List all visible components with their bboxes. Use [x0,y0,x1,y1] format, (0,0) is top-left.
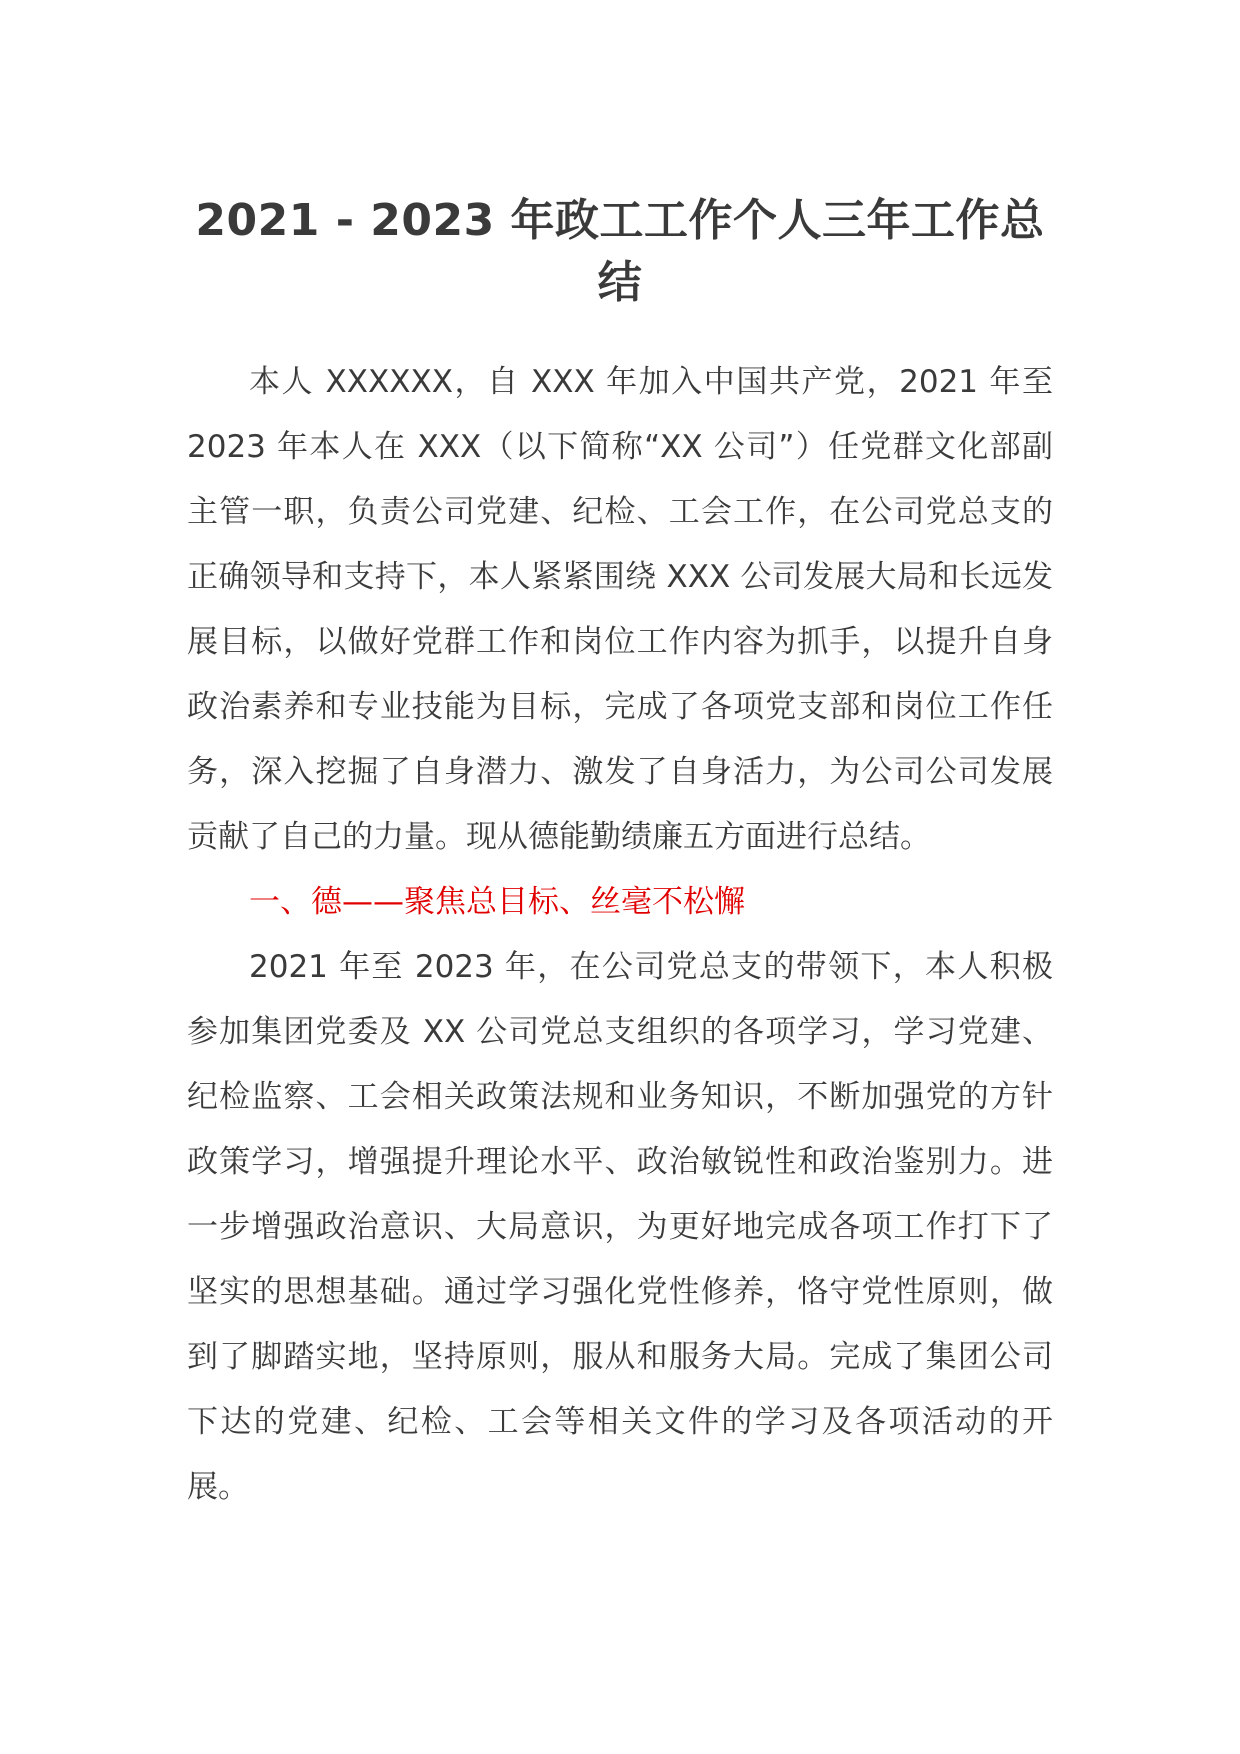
section-paragraph-de: 2021 年至 2023 年，在公司党总支的带领下，本人积极参加集团党委及 XX 公司党总支组织的各项学习，学习党建、纪检监察、工会相关政策法规和业务知识，不断加强党的方针政策学习，增强提升理论水平、政治敏锐性和政治鉴别力。进一步增强政治意识、大局意识，为更好地完成各项工作打下了坚实的思想基础。通过学习强化党性修养，恪守党性原则，做到了脚踏实地，坚持原则，服从和服务大局。完成了集团公司下达的党建、纪检、工会等相关文件的学习及各项活动的开展。 [187,949,1053,1505]
title-line-2: 结 [597,257,643,308]
document-title [187,190,1053,314]
title-line-1: 2021 - 2023 年政工工作个人三年工作总 [195,195,1045,246]
document-page [187,190,1053,1520]
document-body [187,350,1053,1520]
intro-paragraph: 本人 XXXXXX，自 XXX 年加入中国共产党，2021 年至 2023 年本人在 XXX（以下简称“XX 公司”）任党群文化部副主管一职，负责公司党建、纪检、工会工作，在公司党总支的正确领导和支持下，本人紧紧围绕 XXX 公司发展大局和长远发展目标，以做好党群工作和岗位工作内容为抓手，以提升自身政治素养和专业技能为目标，完成了各项党支部和岗位工作任务，深入挖掘了自身潜力、激发了自身活力，为公司公司发展贡献了自己的力量。现从德能勤绩廉五方面进行总结。 [187,364,1053,855]
section-heading-de: 一、德——聚焦总目标、丝毫不松懈 [249,884,745,920]
